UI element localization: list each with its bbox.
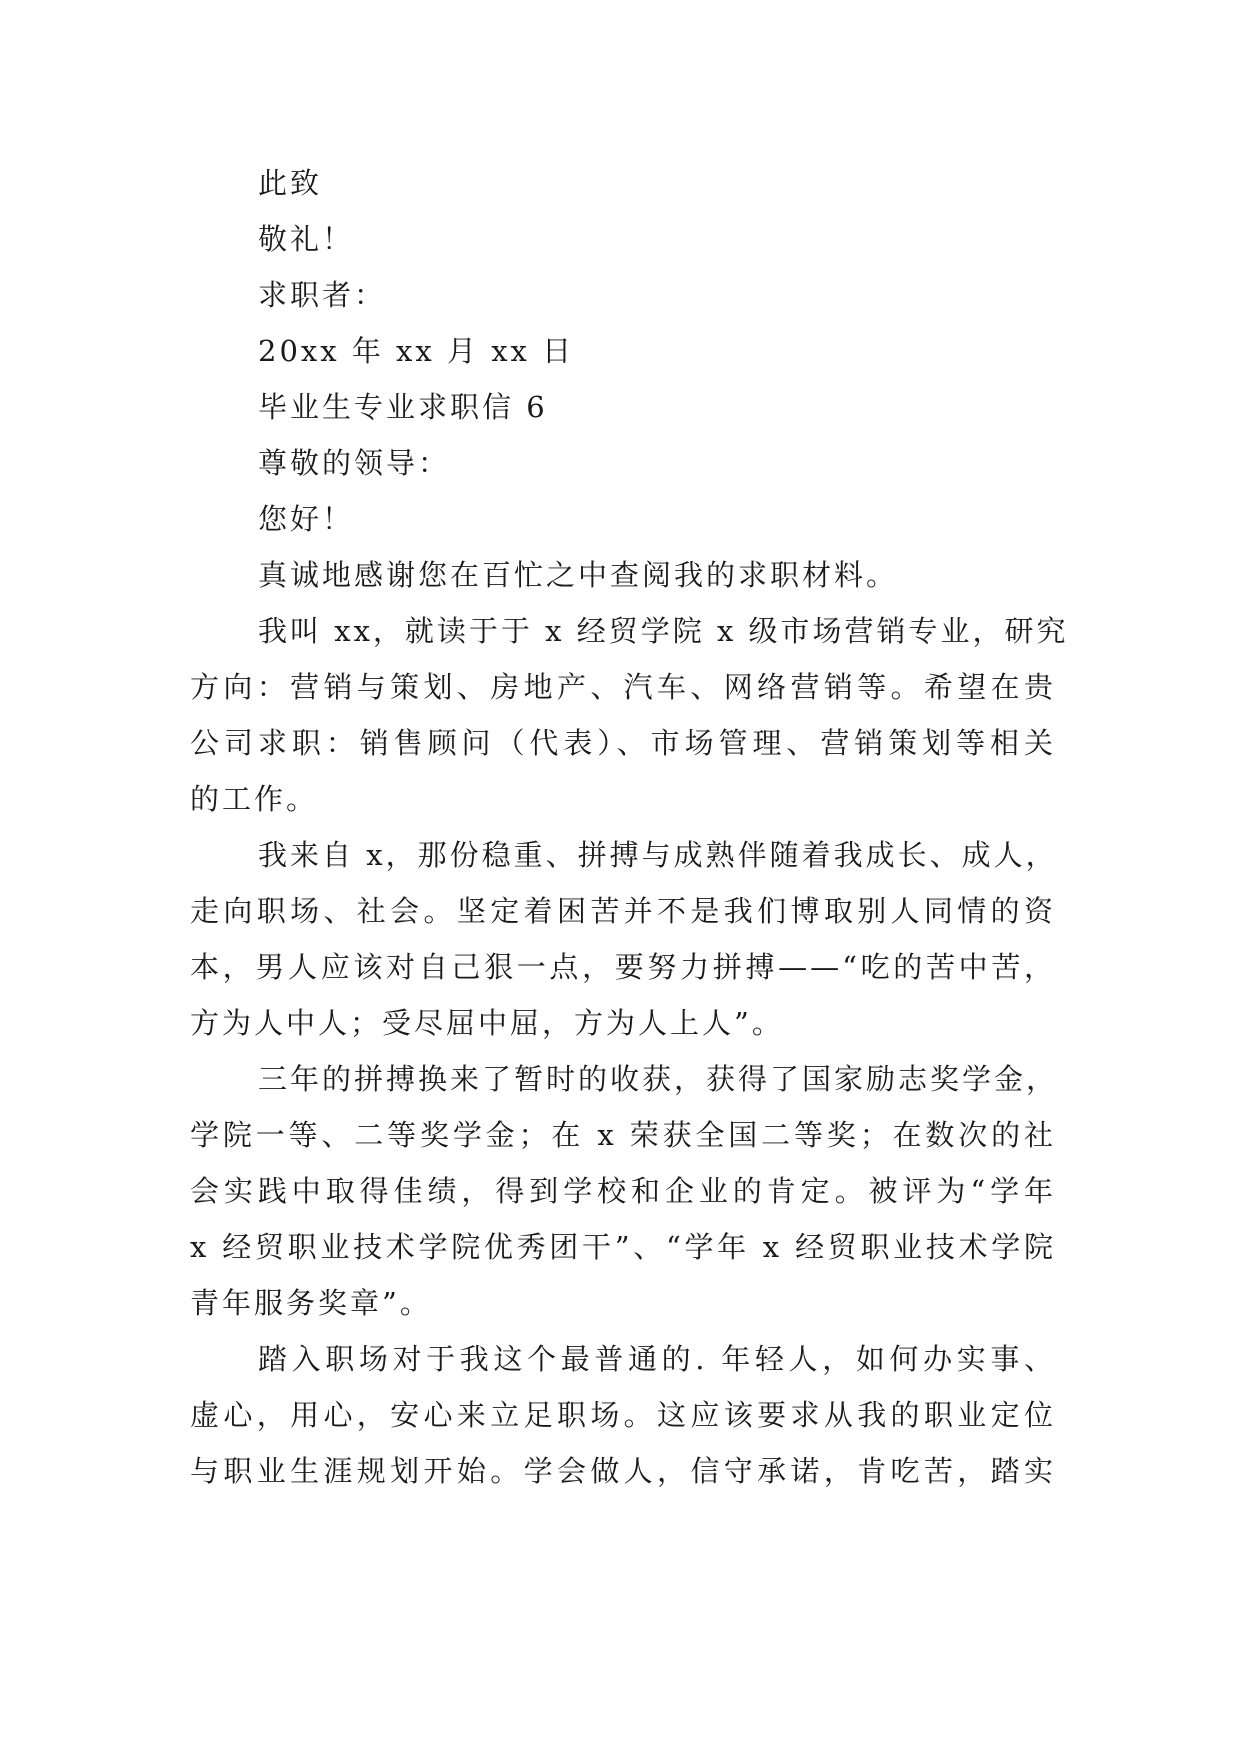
closing-line-2: 敬礼！: [258, 222, 355, 256]
paragraph-2-line: 的工作。: [190, 782, 319, 816]
paragraph-2-line: 我叫 xx，就读于于 x 经贸学院 x 级市场营销专业，研究: [258, 614, 1069, 648]
paragraph-1-line: 真诚地感谢您在百忙之中查阅我的求职材料。: [258, 558, 899, 592]
paragraph-2-line: 方向：营销与策划、房地产、汽车、网络营销等。希望在贵: [190, 670, 1056, 704]
date-line: 20xx 年 xx 月 xx 日: [258, 334, 575, 368]
paragraph-5-line: 踏入职场对于我这个最普通的. 年轻人，如何办实事、: [258, 1342, 1056, 1376]
paragraph-5-line: 虚心，用心，安心来立足职场。这应该要求从我的职业定位: [190, 1398, 1056, 1432]
salutation: 尊敬的领导：: [258, 446, 451, 480]
letter-title: 毕业生专业求职信 6: [258, 390, 548, 424]
paragraph-4-line: 青年服务奖章”。: [190, 1286, 432, 1320]
paragraph-4-line: 学院一等、二等奖学金；在 x 荣获全国二等奖；在数次的社: [190, 1118, 1056, 1152]
paragraph-5-line: 与职业生涯规划开始。学会做人，信守承诺，肯吃苦，踏实: [190, 1454, 1056, 1488]
signature-line: 求职者：: [258, 278, 387, 312]
paragraph-2-line: 公司求职：销售顾问（代表）、市场管理、营销策划等相关: [190, 726, 1056, 760]
paragraph-3-line: 本，男人应该对自己狠一点，要努力拼搏——“吃的苦中苦，: [190, 950, 1056, 984]
paragraph-4-line: 会实践中取得佳绩，得到学校和企业的肯定。被评为“学年: [190, 1174, 1056, 1208]
paragraph-3-line: 我来自 x，那份稳重、拼搏与成熟伴随着我成长、成人，: [258, 838, 1058, 872]
paragraph-3-line: 方为人中人；受尽屈中屈，方为人上人”。: [190, 1006, 784, 1040]
paragraph-4-line: x 经贸职业技术学院优秀团干”、“学年 x 经贸职业技术学院: [190, 1230, 1056, 1264]
closing-line-1: 此致: [258, 166, 323, 200]
paragraph-4-line: 三年的拼搏换来了暂时的收获，获得了国家励志奖学金，: [258, 1062, 1059, 1096]
paragraph-3-line: 走向职场、社会。坚定着困苦并不是我们博取别人同情的资: [190, 894, 1056, 928]
greeting: 您好！: [258, 502, 355, 536]
